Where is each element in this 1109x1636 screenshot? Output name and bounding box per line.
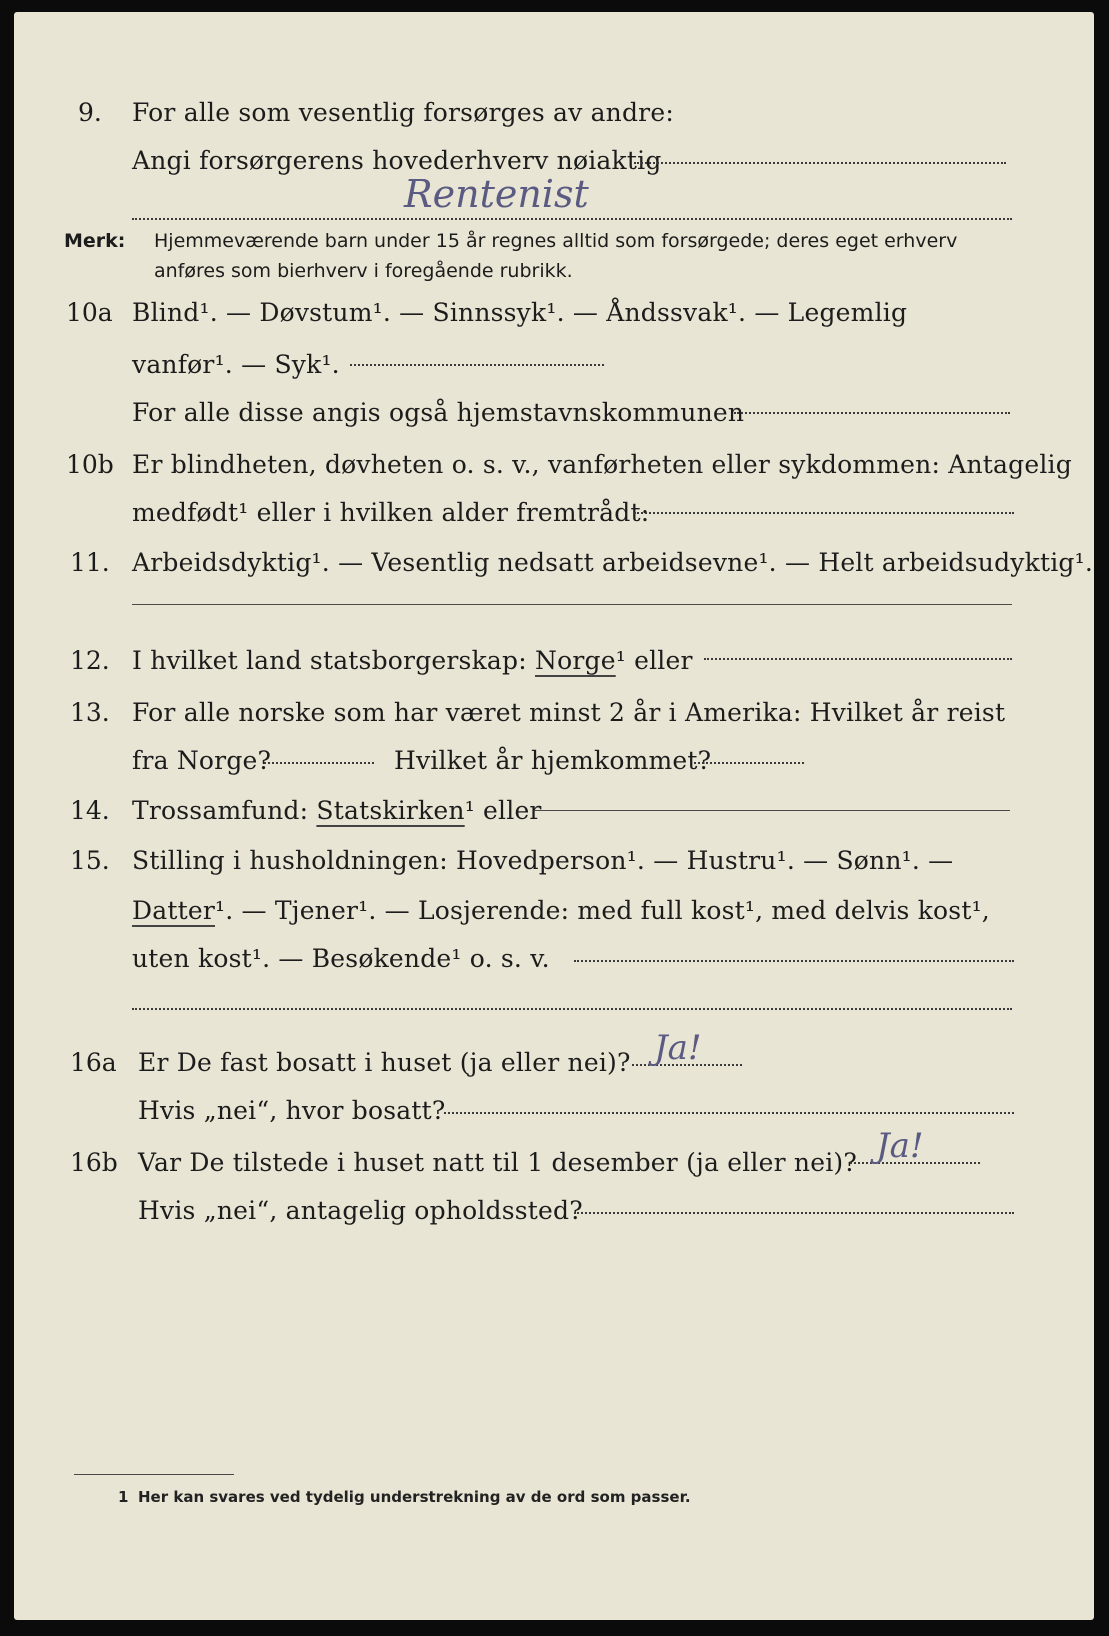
q16b-handwritten-answer: Ja! xyxy=(876,1126,924,1166)
footnote-mark: 1 xyxy=(118,1488,129,1506)
q16a-number: 16a xyxy=(70,1048,117,1077)
q14-line: Trossamfund: Statskirken¹ eller xyxy=(132,796,542,825)
q13-departure-line xyxy=(264,762,374,764)
q10a-line2: vanfør¹. — Syk¹. xyxy=(132,350,340,379)
q13-line2b: Hvilket år hjemkommet? xyxy=(394,746,712,775)
q14-number: 14. xyxy=(70,796,110,825)
q10a-home-line xyxy=(734,412,1010,414)
q9-handwritten-answer: Rentenist xyxy=(404,172,589,216)
q9-answer-line2 xyxy=(132,218,1012,220)
q16b-location-line xyxy=(574,1212,1014,1214)
q15-line3: uten kost¹. — Besøkende¹ o. s. v. xyxy=(132,944,550,973)
q11-line1: Arbeidsdyktig¹. — Vesentlig nedsatt arbeidsevne¹. — Helt arbeidsudyktig¹. xyxy=(132,548,1093,577)
q16b-number: 16b xyxy=(70,1148,118,1177)
merk-line2: anføres som bierhverv i foregående rubrikk. xyxy=(154,260,573,282)
q10a-answer-line xyxy=(350,364,604,366)
q12-underlined-choice: Norge xyxy=(535,646,616,675)
q16a-line1: Er De fast bosatt i huset (ja eller nei)? xyxy=(138,1048,631,1077)
q9-answer-line1 xyxy=(634,162,1006,164)
q14-answer-line xyxy=(534,810,1010,811)
merk-label: Merk: xyxy=(64,230,126,252)
q16a-handwritten-answer: Ja! xyxy=(654,1028,702,1068)
q9-number: 9. xyxy=(78,98,102,127)
q15-answer-line xyxy=(574,960,1014,962)
q13-line1: For alle norske som har været minst 2 år i Amerika: Hvilket år reist xyxy=(132,698,1006,727)
q10b-number: 10b xyxy=(66,450,114,479)
q12-answer-line xyxy=(704,658,1012,660)
q15-extra-line xyxy=(132,1008,1012,1010)
q16a-line2: Hvis „nei“, hvor bosatt? xyxy=(138,1096,446,1125)
q16b-line1: Var De tilstede i huset natt til 1 desember (ja eller nei)? xyxy=(138,1148,857,1177)
q10a-line3: For alle disse angis også hjemstavnskommunen xyxy=(132,398,745,427)
q14-underlined-choice: Statskirken xyxy=(316,796,465,825)
q10b-line1: Er blindheten, døvheten o. s. v., vanførheten eller sykdommen: Antagelig xyxy=(132,450,1072,479)
q15-underlined-choice: Datter xyxy=(132,896,215,925)
q9-line2: Angi forsørgerens hovederhverv nøiaktig xyxy=(132,146,662,175)
census-form-page xyxy=(14,12,1094,1620)
q10b-answer-line xyxy=(634,512,1014,514)
q10a-number: 10a xyxy=(66,298,113,327)
q13-return-line xyxy=(694,762,804,764)
q16b-line2: Hvis „nei“, antagelig opholdssted? xyxy=(138,1196,583,1225)
q15-line1: Stilling i husholdningen: Hovedperson¹. — Hustru¹. — Sønn¹. — xyxy=(132,846,954,875)
q12-line: I hvilket land statsborgerskap: Norge¹ eller xyxy=(132,646,693,675)
q12-number: 12. xyxy=(70,646,110,675)
q15-number: 15. xyxy=(70,846,110,875)
footnote-text: Her kan svares ved tydelig understrekning av de ord som passer. xyxy=(138,1488,691,1506)
q13-line2a: fra Norge? xyxy=(132,746,272,775)
q9-line1: For alle som vesentlig forsørges av andre: xyxy=(132,98,674,127)
q11-answer-line xyxy=(132,604,1012,605)
q10b-line2: medfødt¹ eller i hvilken alder fremtrådt: xyxy=(132,498,650,527)
q13-number: 13. xyxy=(70,698,110,727)
q15-line2: Datter¹. — Tjener¹. — Losjerende: med full kost¹, med delvis kost¹, xyxy=(132,896,990,925)
footnote-rule xyxy=(74,1474,234,1475)
q10a-line1: Blind¹. — Døvstum¹. — Sinnssyk¹. — Åndssvak¹. — Legemlig xyxy=(132,298,908,327)
merk-line1: Hjemmeværende barn under 15 år regnes alltid som forsørgede; deres eget erhverv xyxy=(154,230,958,252)
q16a-residence-line xyxy=(444,1112,1014,1114)
q11-number: 11. xyxy=(70,548,110,577)
